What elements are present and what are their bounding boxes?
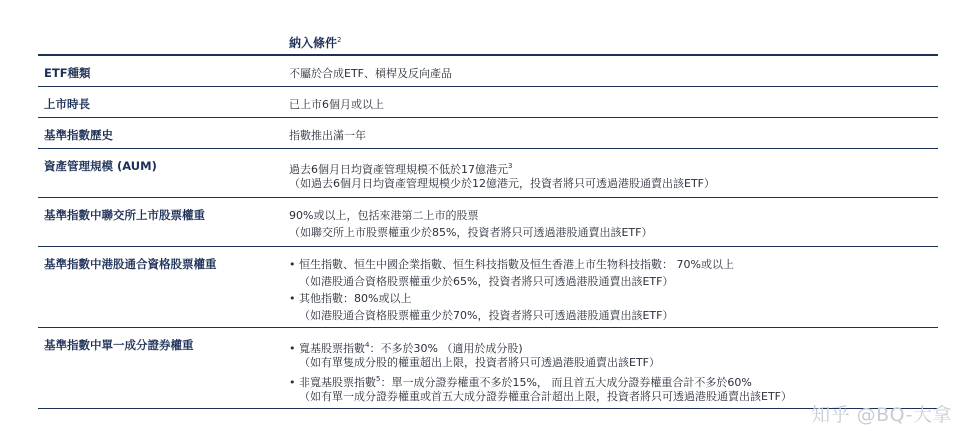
row-content xyxy=(289,65,452,82)
row-content xyxy=(289,127,366,144)
row-content xyxy=(289,207,652,241)
bullet-subline: （如有單一成分證券權重或首五大成分證券權重合計超出上限，投資者將只可透過港股通賣出該ETF） xyxy=(299,390,792,403)
bullet-item: • 非寬基股票指數$^5$：單一成分證券權重不多於15%， 而且首五大成分證券權重合計不多於60% xyxy=(289,375,752,389)
row-content xyxy=(289,256,734,324)
bullet-item: • 寬基股票指數$^4$：不多於30% （適用於成分股) xyxy=(289,341,523,355)
row-label: 資產管理規模 (AUM) xyxy=(44,159,157,173)
table-row-aum xyxy=(38,149,938,198)
table-row-listing-period xyxy=(38,87,938,118)
content-line: 90%或以上，包括來港第二上市的股票 xyxy=(289,209,479,222)
row-label: 基準指數中港股通合資格股票權重 xyxy=(44,257,217,271)
eligibility-table xyxy=(38,0,938,409)
table-row-sehk-weight xyxy=(38,198,938,247)
content-line: 過去6個月日均資產管理規模不低於17億港元$^3$ xyxy=(289,162,513,176)
row-label: ETF種類 xyxy=(44,66,91,80)
bullet-icon: • xyxy=(289,292,296,305)
footnote-marker: 4 xyxy=(365,341,370,349)
table-row-single-constituent xyxy=(38,328,938,409)
row-content xyxy=(289,158,715,192)
header-title: 納入條件$^2$ xyxy=(289,36,342,50)
content-line: （如聯交所上市股票權重少於85%，投資者將只可透過港股通賣出該ETF） xyxy=(289,226,653,239)
footnote-marker: 3 xyxy=(508,162,513,170)
row-label: 上市時長 xyxy=(44,97,90,111)
content-line: （如過去6個月日均資產管理規模少於12億港元，投資者將只可透過港股通賣出該ETF） xyxy=(289,177,715,190)
bullet-icon: • xyxy=(289,376,296,389)
table-row-connect-weight xyxy=(38,247,938,328)
table-header xyxy=(38,0,938,56)
bullet-subline: （如港股通合資格股票權重少於70%，投資者將只可透過港股通賣出該ETF） xyxy=(299,309,674,322)
row-label: 基準指數中聯交所上市股票權重 xyxy=(44,208,205,222)
bullet-icon: • xyxy=(289,258,296,271)
row-label: 基準指數中單一成分證券權重 xyxy=(44,338,194,352)
row-content xyxy=(289,96,384,113)
bullet-item: • 恒生指數、恒生中國企業指數、恒生科技指數及恒生香港上市生物科技指數： 70%或以上 xyxy=(289,258,734,271)
bullet-icon: • xyxy=(289,342,296,355)
bullet-subline: （如有單隻成分股的權重超出上限，投資者將只可透過港股通賣出該ETF） xyxy=(299,356,660,369)
content-line: 不屬於合成ETF、槓桿及反向產品 xyxy=(289,67,452,80)
content-line: 已上市6個月或以上 xyxy=(289,98,384,111)
bullet-item: • 其他指數：80%或以上 xyxy=(289,292,412,305)
row-content xyxy=(289,337,792,405)
header-footnote: 2 xyxy=(337,36,342,44)
table-row-etf-type xyxy=(38,56,938,87)
table-row-index-history xyxy=(38,118,938,149)
bullet-subline: （如港股通合資格股票權重少於65%，投資者將只可透過港股通賣出該ETF） xyxy=(299,275,674,288)
row-label: 基準指數歷史 xyxy=(44,128,113,142)
content-line: 指數推出滿一年 xyxy=(289,129,366,142)
footnote-marker: 5 xyxy=(376,375,381,383)
watermark: 知乎 @BQ-大拿 xyxy=(811,404,952,426)
